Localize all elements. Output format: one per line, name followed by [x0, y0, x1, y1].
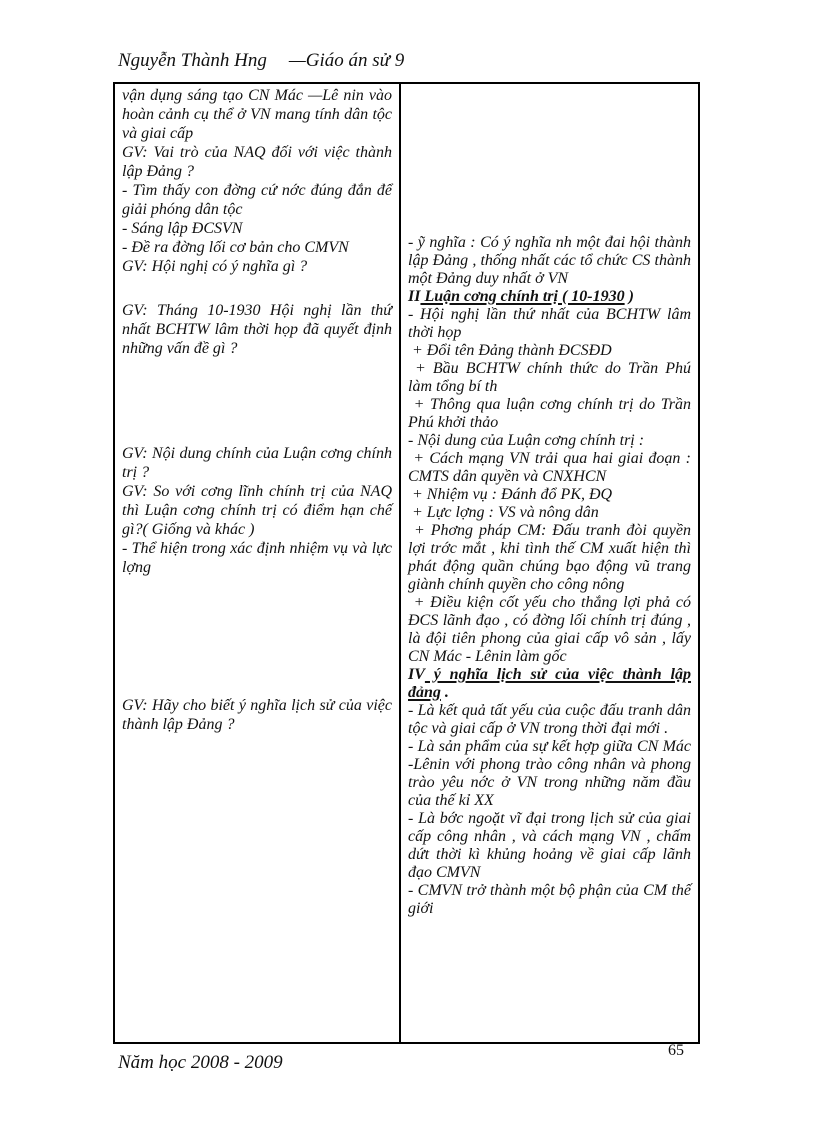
author-name: Nguyễn Thành Hng [118, 50, 267, 71]
content-paragraph: + Đổi tên Đảng thành ĐCSĐD [408, 342, 612, 359]
page-number: 65 [668, 1042, 684, 1059]
section-heading-ii [408, 288, 691, 306]
content-paragraph: - Nội dung của Luận cơng chính trị : [408, 432, 645, 449]
content-paragraph: - Thể hiện trong xác định nhiệm vụ và lực lợng [122, 540, 392, 576]
content-paragraph: - Đề ra đờng lối cơ bản cho CMVN [122, 239, 349, 256]
document-title: —Giáo án sử 9 [288, 50, 405, 71]
content-paragraph: + Lực lợng : VS và nông dân [408, 504, 599, 521]
content-paragraph: + Bầu BCHTW chính thức do Trần Phú làm tổng bí th [408, 360, 691, 395]
content-paragraph: - Là kết quả tất yếu của cuộc đấu tranh dân tộc và giai cấp ở VN trong thời đại mới . [408, 702, 691, 737]
heading-suffix: ) [624, 288, 634, 305]
teacher-question: GV: Nội dung chính của Luận cơng chính trị ? [122, 445, 392, 481]
content-paragraph: - CMVN trở thành một bộ phận của CM thế giới [408, 882, 691, 917]
heading-title: Luận cơng chính trị ( 10-1930 [420, 288, 625, 305]
content-paragraph: - Tìm thấy con đờng cứ nớc đúng đắn để giải phóng dân tộc [122, 182, 392, 218]
teacher-question: GV: So với cơng lĩnh chính trị của NAQ thì Luận cơng chính trị có điểm hạn chế gì?( Giống và khác ) [122, 483, 392, 538]
heading-suffix: . [440, 684, 449, 701]
content-paragraph: + Phơng pháp CM: Đấu tranh đòi quyền lợi trớc mắt , khi tình thế CM xuất hiện thì phát động quần chúng bạo động vũ trang giành chính quyền cho công nông [408, 522, 691, 593]
content-paragraph: + Nhiệm vụ : Đánh đổ PK, ĐQ [408, 486, 613, 503]
teacher-question: GV: Hãy cho biết ý nghĩa lịch sử của việc thành lập Đảng ? [122, 697, 392, 733]
content-paragraph: - ỹ nghĩa : Có ý nghĩa nh một đai hội thành lập Đảng , thống nhất các tổ chức CS thành một Đảng duy nhất ở VN [408, 234, 691, 287]
heading-numeral: II [408, 288, 421, 305]
content-paragraph: + Thông qua luận cơng chính trị do Trần Phú khởi thảo [408, 396, 691, 431]
teacher-question: GV: Tháng 10-1930 Hội nghị lần thứ nhất BCHTW lâm thời họp đã quyết định những vấn đề gì ? [122, 302, 392, 357]
section-heading-iv [408, 666, 691, 702]
teacher-question: GV: Hội nghị có ý nghĩa gì ? [122, 258, 308, 275]
content-paragraph: vận dụng sáng tạo CN Mác —Lê nin vào hoàn cảnh cụ thể ở VN mang tính dân tộc và giai cấp [122, 87, 392, 142]
page-header [118, 50, 404, 72]
content-paragraph: + Điều kiện cốt yếu cho thắng lợi phả có ĐCS lãnh đạo , có đờng lối chính trị đúng , là đội tiên phong của giai cấp vô sản , lấy CN Mác - Lênin làm gốc [408, 594, 691, 665]
activities-column [115, 84, 401, 1042]
content-paragraph: - Là bớc ngoặt vĩ đại trong lịch sử của giai cấp công nhân , và cách mạng VN , chấm dứt thời kì khủng hoảng về giai cấp lãnh đạo CMVN [408, 810, 691, 881]
content-column [401, 84, 698, 1042]
content-paragraph: - Là sản phẩm của sự kết hợp giữa CN Mác -Lênin với phong trào công nhân và phong trào yêu nớc ở VN trong những năm đầu của thế kỉ XX [408, 738, 691, 809]
content-paragraph: + Cách mạng VN trải qua hai giai đoạn : CMTS dân quyền và CNXHCN [408, 450, 691, 485]
content-paragraph: - Hội nghị lần thứ nhất của BCHTW lâm thời họp [408, 306, 691, 341]
content-paragraph: - Sáng lập ĐCSVN [122, 220, 243, 237]
teacher-question: GV: Vai trò của NAQ đối với việc thành lập Đảng ? [122, 144, 392, 180]
lesson-plan-table [113, 82, 700, 1044]
footer-school-year: Năm học 2008 - 2009 [118, 1052, 283, 1073]
heading-title: ý nghĩa lịch sử của việc thành lập đảng [408, 666, 691, 701]
heading-numeral: IV [408, 666, 425, 683]
